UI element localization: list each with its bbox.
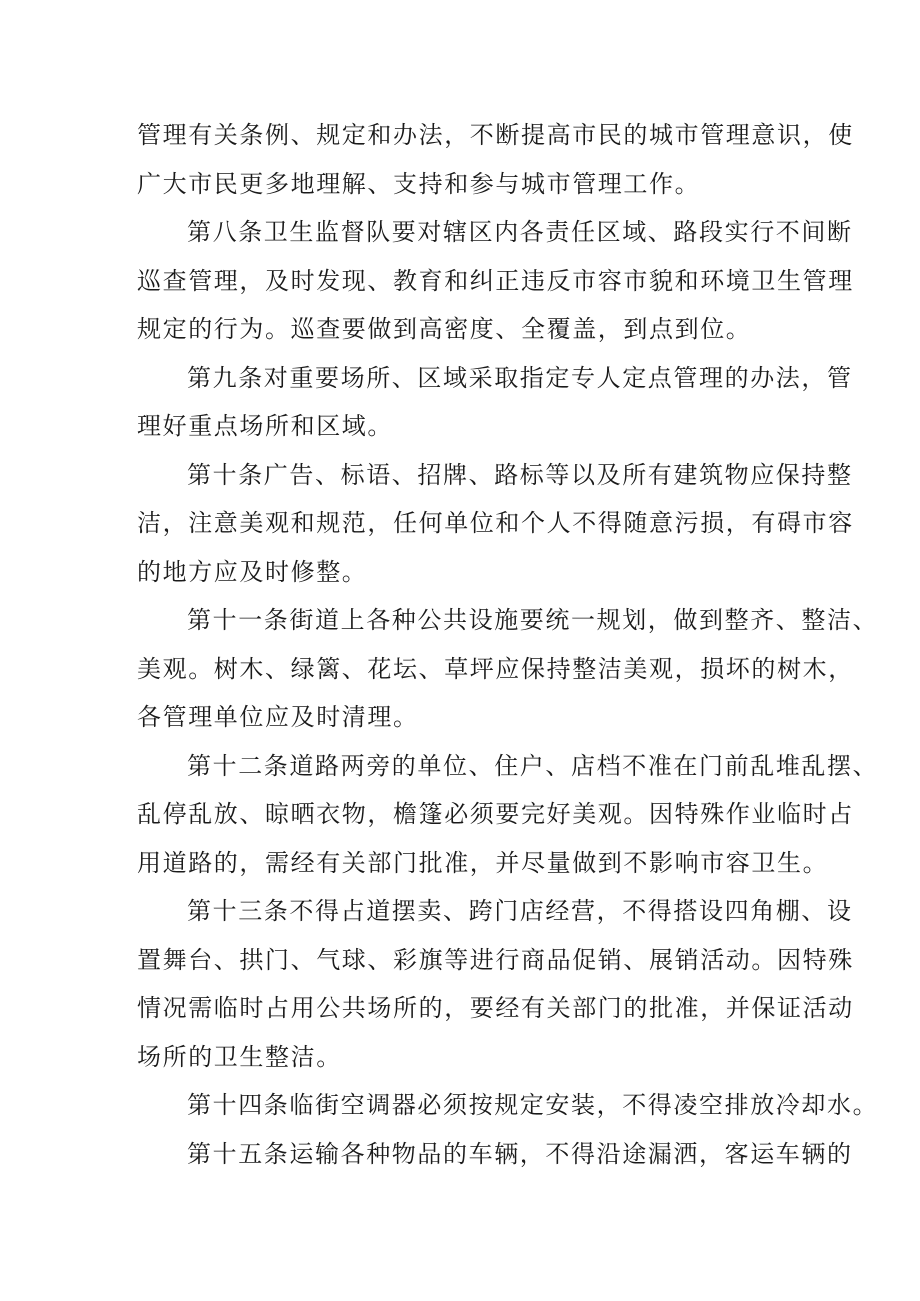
- text-line: 广大市民更多地理解、支持和参与城市管理工作。: [137, 169, 701, 198]
- article-11-first-line: 第十一条街道上各种公共设施要统一规划，做到整齐、整洁、: [187, 606, 879, 634]
- text-line: 各管理单位应及时清理。: [137, 703, 419, 731]
- text-line: 理好重点场所和区域。: [137, 412, 393, 440]
- text-line: 情况需临时占用公共场所的，要经有关部门的批准，并保证活动: [137, 994, 854, 1022]
- text-line: 用道路的，需经有关部门批准，并尽量做到不影响市容卫生。: [137, 848, 829, 877]
- text-line: 洁，注意美观和规范，任何单位和个人不得随意污损，有碍市容: [137, 509, 854, 537]
- article-8-first-line: 第八条卫生监督队要对辖区内各责任区域、路段实行不间断: [187, 218, 853, 246]
- article-12-first-line: 第十二条道路两旁的单位、住户、店档不准在门前乱堆乱摆、: [187, 751, 879, 780]
- text-line: 美观。树木、绿篱、花坛、草坪应保持整洁美观，损坏的树木，: [137, 654, 854, 683]
- text-line: 置舞台、拱门、气球、彩旗等进行商品促销、展销活动。因特殊: [137, 945, 854, 974]
- document-body: [137, 111, 879, 1178]
- text-line: 管理有关条例、规定和办法，不断提高市民的城市管理意识，使: [137, 121, 854, 149]
- text-line: 场所的卫生整洁。: [137, 1042, 342, 1071]
- text-line: 巡查管理，及时发现、教育和纠正违反市容市貌和环境卫生管理: [137, 266, 854, 295]
- text-line: 规定的行为。巡查要做到高密度、全覆盖，到点到位。: [137, 315, 752, 343]
- article-13-first-line: 第十三条不得占道摆卖、跨门店经营，不得搭设四角棚、设: [187, 897, 853, 925]
- article-14-first-line: 第十四条临街空调器必须按规定安装，不得凌空排放冷却水。: [187, 1091, 879, 1119]
- text-line: 的地方应及时修整。: [137, 557, 368, 586]
- article-9-first-line: 第九条对重要场所、区域采取指定专人定点管理的办法，管: [187, 363, 853, 392]
- text-line: 乱停乱放、晾晒衣物，檐篷必须要完好美观。因特殊作业临时占: [137, 800, 854, 828]
- article-15-first-line: 第十五条运输各种物品的车辆，不得沿途漏洒，客运车辆的: [187, 1139, 853, 1168]
- article-10-first-line: 第十条广告、标语、招牌、路标等以及所有建筑物应保持整: [187, 460, 853, 489]
